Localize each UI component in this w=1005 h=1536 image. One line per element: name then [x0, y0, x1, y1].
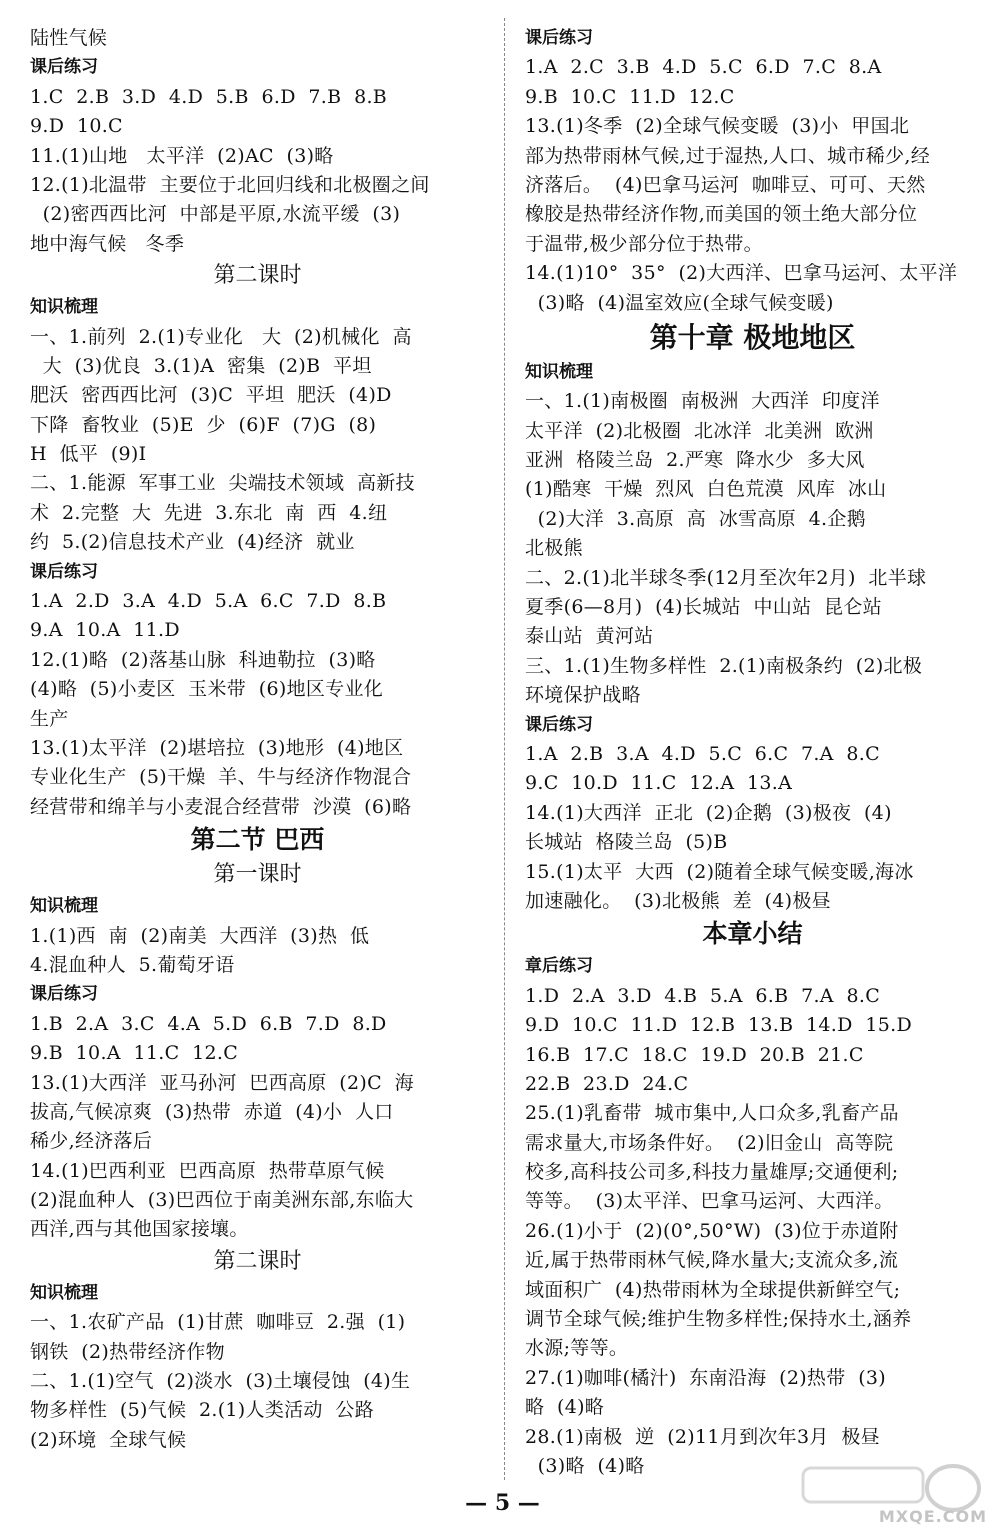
answer-line: 13.(1)太平洋 (2)堪培拉 (3)地形 (4)地区	[30, 736, 404, 759]
answer-line: 稀少,经济落后	[30, 1130, 153, 1153]
answer-line: 术 2.完整 大 先进 3.东北 南 西 4.纽	[30, 501, 388, 524]
answer-line: 12.(1)略 (2)落基山脉 科迪勒拉 (3)略	[30, 648, 376, 671]
answer-line: 14.(1)大西洋 正北 (2)企鹅 (3)极夜 (4)	[525, 801, 892, 824]
answer-line: 陆性气候	[30, 27, 108, 49]
page-number: — 5 —	[465, 1490, 540, 1516]
answer-line: 13.(1)冬季 (2)全球气候变暖 (3)小 甲国北	[525, 115, 910, 138]
answer-line: 1.A 2.C 3.B 4.D 5.C 6.D 7.C 8.A	[525, 56, 882, 79]
answer-line: 9.B 10.C 11.D 12.C	[525, 85, 735, 108]
answer-line: 12.(1)北温带 主要位于北回归线和北极圈之间	[30, 173, 430, 196]
answer-line: 生产	[30, 707, 69, 730]
answer-line: 1.A 2.B 3.A 4.D 5.C 6.C 7.A 8.C	[525, 742, 880, 765]
section-label: 知识梳理	[30, 297, 98, 318]
answer-line: (2)密西西比河 中部是平原,水流平缓 (3)	[30, 203, 401, 226]
answer-line: 亚洲 格陵兰岛 2.严寒 降水少 多大风	[525, 449, 865, 472]
answer-line: 9.D 10.C	[30, 115, 123, 138]
section-label: 课后练习	[30, 57, 98, 78]
right-column	[525, 24, 980, 1481]
section-label: 课后练习	[30, 561, 98, 582]
answer-line: 长城站 格陵兰岛 (5)B	[525, 831, 728, 854]
answer-line: 经营带和绵羊与小麦混合经营带 沙漠 (6)略	[30, 795, 412, 818]
answer-line: (2)环境 全球气候	[30, 1428, 187, 1451]
answer-line: 28.(1)南极 逆 (2)11月到次年3月 极昼	[525, 1425, 880, 1448]
answer-line: 15.(1)太平 大西 (2)随着全球气候变暖,海冰	[525, 860, 914, 883]
section-label: 章后练习	[525, 956, 593, 977]
answer-line: 26.(1)小于 (2)(0°,50°W) (3)位于赤道附	[525, 1219, 899, 1242]
answer-line: 二、1.能源 军事工业 尖端技术领域 高新技	[30, 472, 415, 495]
answer-line: 济落后。 (4)巴拿马运河 咖啡豆、可可、天然	[525, 173, 926, 196]
answer-line: 等等。 (3)太平洋、巴拿马运河、大西洋。	[525, 1190, 894, 1213]
answer-line: 1.D 2.A 3.D 4.B 5.A 6.B 7.A 8.C	[525, 984, 881, 1007]
answer-line: 一、1.(1)南极圈 南极洲 大西洋 印度洋	[525, 390, 880, 413]
answer-line: 9.A 10.A 11.D	[30, 619, 180, 642]
answer-line: 1.A 2.D 3.A 4.D 5.A 6.C 7.D 8.B	[30, 590, 387, 613]
answer-line: 环境保护战略	[525, 684, 641, 707]
answer-line: 三、1.(1)生物多样性 2.(1)南极条约 (2)北极	[525, 654, 923, 677]
section-label: 课后练习	[30, 984, 98, 1005]
section-label: 知识梳理	[30, 896, 98, 917]
answer-line: 部为热带雨林气候,过于湿热,人口、城市稀少,经	[525, 144, 931, 167]
answer-line: 大 (3)优良 3.(1)A 密集 (2)B 平坦	[30, 354, 372, 377]
answer-line: 域面积广 (4)热带雨林为全球提供新鲜空气;	[525, 1278, 901, 1301]
answer-line: 13.(1)大西洋 亚马孙河 巴西高原 (2)C 海	[30, 1071, 414, 1094]
section-heading: 本章小结	[702, 919, 803, 949]
column-divider	[504, 18, 505, 1480]
answer-line: 二、1.(1)空气 (2)淡水 (3)土壤侵蚀 (4)生	[30, 1370, 411, 1393]
answer-line: 夏季(6—8月) (4)长城站 中山站 昆仑站	[525, 596, 882, 619]
answer-line: 27.(1)咖啡(橘汁) 东南沿海 (2)热带 (3)	[525, 1366, 887, 1389]
answer-line: 22.B 23.D 24.C	[525, 1072, 689, 1095]
section-label: 课后练习	[525, 28, 593, 48]
answer-line: 橡胶是热带经济作物,而美国的领土绝大部分位	[525, 203, 918, 226]
answer-line: 9.B 10.A 11.C 12.C	[30, 1042, 239, 1065]
section-heading: 第二节 巴西	[190, 825, 325, 855]
answer-line: 二、2.(1)北半球冬季(12月至次年2月) 北半球	[525, 566, 927, 589]
answer-line: (2)混血种人 (3)巴西位于南美洲东部,东临大	[30, 1189, 414, 1212]
section-heading: 第十章 极地地区	[649, 320, 856, 354]
answer-line: 需求量大,市场条件好。 (2)旧金山 高等院	[525, 1131, 894, 1154]
section-heading: 第二课时	[213, 1248, 302, 1274]
answer-line: 约 5.(2)信息技术产业 (4)经济 就业	[30, 531, 355, 554]
answer-line: 4.混血种人 5.葡萄牙语	[30, 953, 235, 976]
section-label: 课后练习	[525, 714, 593, 735]
answer-line: 调节全球气候;维护生物多样性;保持水土,涵养	[525, 1308, 912, 1331]
answer-line: 钢铁 (2)热带经济作物	[30, 1340, 225, 1363]
section-heading: 第二课时	[213, 263, 302, 289]
answer-line: 14.(1)巴西利亚 巴西高原 热带草原气候	[30, 1159, 385, 1182]
answer-line: 物多样性 (5)气候 2.(1)人类活动 公路	[30, 1399, 374, 1422]
answer-line: 25.(1)乳畜带 城市集中,人口众多,乳畜产品	[525, 1102, 899, 1125]
answer-line: 1.(1)西 南 (2)南美 大西洋 (3)热 低	[30, 924, 370, 947]
answer-line: 校多,高科技公司多,科技力量雄厚;交通便利;	[525, 1161, 899, 1184]
section-heading: 第一课时	[213, 862, 302, 888]
watermark-logo	[783, 1458, 993, 1528]
answer-line: 肥沃 密西西比河 (3)C 平坦 肥沃 (4)D	[30, 384, 392, 407]
answer-line: 加速融化。 (3)北极熊 差 (4)极昼	[525, 889, 831, 912]
answer-line: 一、1.前列 2.(1)专业化 大 (2)机械化 高	[30, 325, 412, 348]
answer-line: 略 (4)略	[525, 1396, 605, 1419]
answer-line: 于温带,极少部分位于热带。	[525, 232, 763, 255]
answer-line: 北极熊	[525, 537, 583, 560]
answer-line: (2)大洋 3.高原 高 冰雪高原 4.企鹅	[525, 507, 866, 530]
answer-line: 西洋,西与其他国家接壤。	[30, 1218, 249, 1241]
section-label: 知识梳理	[525, 361, 593, 382]
answer-line: (3)略 (4)温室效应(全球气候变暖)	[525, 291, 834, 314]
section-label: 知识梳理	[30, 1282, 98, 1303]
answer-line: 地中海气候 冬季	[30, 232, 185, 255]
answer-line: 11.(1)山地 太平洋 (2)AC (3)略	[30, 144, 334, 167]
answer-line: 拔高,气候凉爽 (3)热带 赤道 (4)小 人口	[30, 1100, 394, 1123]
left-column	[30, 24, 485, 1455]
answer-line: (3)略 (4)略	[525, 1454, 645, 1477]
answer-line: 16.B 17.C 18.C 19.D 20.B 21.C	[525, 1043, 864, 1066]
answer-line: 泰山站 黄河站	[525, 625, 654, 648]
answer-line: 9.D 10.C 11.D 12.B 13.B 14.D 15.D	[525, 1014, 912, 1037]
answer-line: 下降 畜牧业 (5)E 少 (6)F (7)G (8)	[30, 413, 377, 436]
answer-line: (4)略 (5)小麦区 玉米带 (6)地区专业化	[30, 678, 384, 701]
answer-line: 9.C 10.D 11.C 12.A 13.A	[525, 772, 793, 795]
answer-line: 1.C 2.B 3.D 4.D 5.B 6.D 7.B 8.B	[30, 85, 388, 108]
answer-line: (1)酷寒 干燥 烈风 白色荒漠 风库 冰山	[525, 478, 887, 501]
answer-line: 水源;等等。	[525, 1337, 629, 1360]
answer-line: 近,属于热带雨林气候,降水量大;支流众多,流	[525, 1249, 899, 1272]
answer-line: H 低平 (9)I	[30, 443, 147, 466]
watermark-url: MXQE.COM	[878, 1507, 987, 1526]
answer-line: 1.B 2.A 3.C 4.A 5.D 6.B 7.D 8.D	[30, 1012, 387, 1035]
answer-line: 14.(1)10° 35° (2)大西洋、巴拿马运河、太平洋	[525, 262, 958, 285]
answer-line: 专业化生产 (5)干燥 羊、牛与经济作物混合	[30, 766, 412, 789]
answer-line: 一、1.农矿产品 (1)甘蔗 咖啡豆 2.强 (1)	[30, 1311, 406, 1334]
answer-line: 太平洋 (2)北极圈 北冰洋 北美洲 欧洲	[525, 419, 874, 442]
